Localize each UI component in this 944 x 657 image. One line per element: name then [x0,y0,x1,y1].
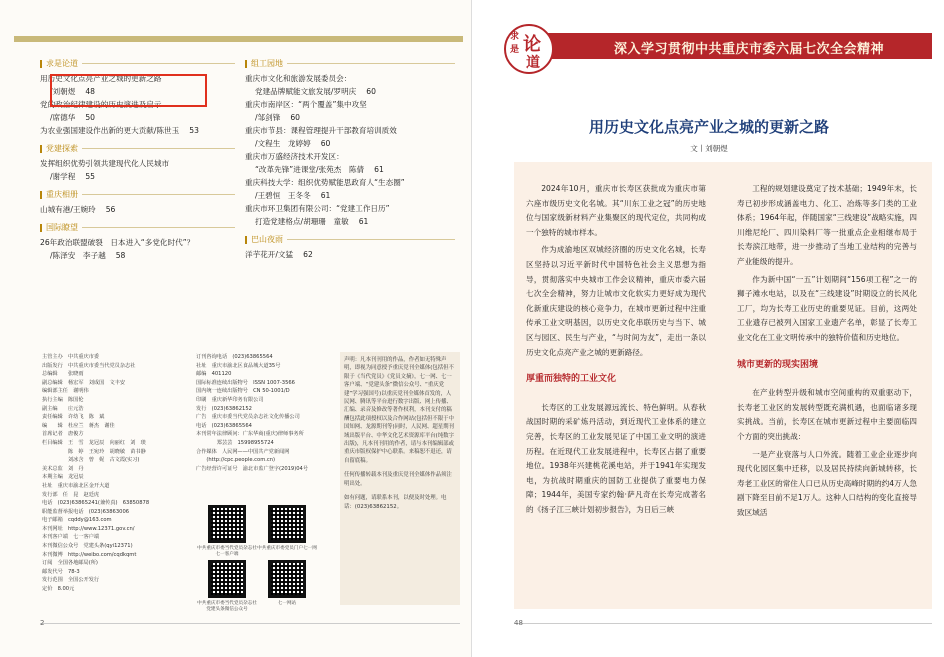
imprint-left [42,353,192,594]
article-subheading: 厚重而独特的工业文化 [526,374,617,385]
banner-title: 深入学习贯彻中共重庆市委六届七次全会精神 [614,42,885,57]
toc-entry-author: /谢学程 [50,172,76,181]
imprint-row: 编辑部主任 谢明伟 [42,388,89,395]
article-paragraph: 长寿区的工业发展源远流长、特色鲜明。从春秋战国时期的采矿炼丹活动，到近现代工业体系的建立完善，长寿区的工业发展见证了中国工业文明的演进历程。在近现代工业发展进程中，长寿区占据了重要地位。1938年兴建桃花溪电站，并于1941年实现发电，为抗战时期重庆的国防工业提供了重要电力保障；1944年，美国专家约翰·萨凡奇在长寿完成著名的《扬子江三峡计划初步报告》，为日后三峡 [526,402,706,514]
toc-entry [245,176,455,202]
toc-entry [245,202,455,228]
toc-entry-author-line [245,163,455,176]
toc-entry-author: /席德华 [50,113,76,122]
toc-entry-author: 打造党建格点/胡珊珊 童敏 [255,217,349,226]
logo-char: 论 [523,34,541,55]
section-rule [82,148,235,149]
toc-entry-author-line [40,111,235,124]
toc-entry-title: 26年政治联盟破裂 日本进入“多党化时代”？ [40,238,195,247]
toc-entry [40,203,235,216]
toc-entry-author: 党建品牌赋能文旅发展/罗明庆 [255,87,357,96]
imprint-row: 本刊常年法律顾问：广东华商(重庆)律师事务所 [196,431,304,438]
qr-code-icon [208,560,246,598]
section-marker [40,145,42,153]
toc-entry [245,150,455,176]
imprint-row: 责任编辑 许幼飞 陈 斌 [42,414,105,421]
toc-section-title [245,234,455,245]
toc-entry [245,124,455,150]
imprint-row: 本刊微信公众号 党建头条(qyi12371) [42,543,133,550]
toc-entry-title: 重庆市环卫集团有限公司：“党建工作日历” [245,204,390,213]
imprint-row: 国内统一连续出版物号 CN 50-1001/D [196,388,290,395]
section-marker [40,224,42,232]
toc-entry [245,72,455,98]
imprint-row: 首席记者 唐俊方 [42,431,84,438]
toc-section-title [40,222,235,233]
section-label: 重庆相册 [46,190,78,199]
toc-entry-author-line [40,170,235,183]
toc-entry-page: 58 [115,251,126,260]
qr-code-icon [268,505,306,543]
logo-char: 道 [526,55,540,71]
imprint-row: 副主编 庄元浩 [42,405,84,412]
imprint-row: 编 辑 杜应兰 蒋杰 谢佳 [42,422,115,429]
toc-entry-page: 62 [303,250,313,259]
section-label: 巴山夜雨 [251,235,283,244]
imprint-row: 发行范围 全国公开发行 [42,577,100,584]
section-rule [82,63,235,64]
article-paragraph: 作为成渝地区双城经济圈的历史文化名城，长寿区坚持以习近平新时代中国特色社会主义思想为指导，贯彻落实中央城市工作会议精神，重庆市委六届七次全会精神，努力让城市文化软实力更好成为现代化新重庆建设的核心竞争力，在城市更新过程中注重传承工业文明基因，以历史文化串联历史与当下、城区与园区、民生与产业，“与时间为友”，走出一条以历史文化点亮产业之城的更新路径。 [526,245,706,357]
qr-caption: 中共重庆市委当代党员杂志社七一客户端 [197,546,257,557]
toc-entry [40,157,235,183]
toc-entry-author: /刘朝煜 [50,87,76,96]
section-marker [40,191,42,199]
imprint-row: 印刷 重庆新华印务有限公司 [196,396,264,403]
article-paragraph: 一是产业衰落与人口外流。随着工业企业逐步向现代化园区集中迁移，以及居民持续向新城转移，长寿老工业区的常住人口已从历史高峰时期的约4万人急剧下降至目前不足1万人。这种人口结构的变化直接导致区域活 [737,449,917,517]
toc-entry-page: 60 [366,87,376,96]
section-label: 组工园地 [251,59,283,68]
imprint-row: 刘冰含 曾 妮 古文霞(实习) [42,457,140,464]
toc-entry-title: 发挥组织优势引领共建现代化人民城市 [40,159,170,168]
imprint-row: 本刊微博 http://weibo.com/cqdkqmt [42,551,137,558]
imprint-row: 电话 (023)63865564 [196,422,252,429]
toc-entry-title: 用历史文化点亮产业之城的更新之路 [40,74,162,83]
toc-entry-title: 重庆市文化和旅游发展委员会： [245,74,352,83]
imprint-row: 邮发代号 78-3 [42,568,80,575]
article-paragraph: 工程的规划建设奠定了技术基础；1949年末，长寿已初步形成涵盖电力、化工、冶炼等多门类的工业体系；1964年起，伴随国家“三线建设”战略实施，四川维尼纶厂、四川染料厂等一批重点企业相继布局于长寿滨江地带，进一步推动了当地工业结构的完善与产业能级的提升。 [737,184,917,266]
column-banner [514,33,932,59]
imprint-row: 电话 (023)63865241(兼传真) 63850878 [42,500,150,507]
article-column-left [526,182,706,520]
toc-entry-page: 61 [320,191,331,200]
toc-entry [40,124,235,137]
qr-caption: 中共重庆市委党员门户七一网 [257,546,317,551]
right-page [474,0,944,657]
section-label: 求是论道 [46,59,78,68]
imprint-row: 总编辑 张晓雨 [42,371,84,378]
toc-entry [245,248,455,261]
qr-caption: 七一网站 [277,601,297,606]
header-bar [14,36,463,42]
toc-entry-page: 55 [85,172,96,181]
section-label: 党建探索 [46,144,78,153]
toc-entry-title: 重庆市南岸区：“两个覆盖”集中攻坚 [245,100,367,109]
toc-entry-author: /文程生 龙婷婷 [255,139,311,148]
section-marker [245,236,247,244]
imprint-row: 定价 8.00元 [42,586,75,593]
section-rule [287,63,455,64]
imprint-row: 副总编辑 杨宏军 刘成国 文丰安 [42,379,126,386]
notice-text-3: 如有问题，请联系本刊，以便及时处理。电话：(023)63862152。 [344,495,447,510]
footer-rule [514,623,932,624]
toc-entry-author-line [245,85,455,98]
article-byline: 文丨刘朝煜 [690,144,728,153]
toc-entry-author-line [245,137,455,150]
toc-entry-title: 重庆科技大学：组织优势赋能思政育人“生态圈” [245,178,405,187]
imprint-row: 栏目编辑 王 雪 龙冠辰 向丽红 刘 琰 [42,439,146,446]
toc-entry-author: /邹剑锋 [255,113,281,122]
section-label: 国际瞭望 [46,223,78,232]
toc-section-title [245,58,455,69]
toc-entry [245,98,455,124]
toc-entry-page: 61 [374,165,384,174]
imprint-row: 订刊咨询电话 (023)63865564 [196,354,273,360]
toc-column-right [245,52,455,261]
notice-text-2: 任何传播转载本刊及重庆党刊全媒体作品须注明出处。 [344,472,452,487]
imprint-row: 广告 重庆市委当代党员杂志社文化传播公司 [196,414,300,421]
imprint-row: 本刊网址 http://www.12371.gov.cn/ [42,525,135,532]
imprint-row: 邮编 401120 [196,371,232,378]
toc-entry-title: 重庆市节县：课程管理提升干部教育培训质效 [245,126,397,135]
logo-char: 是 [510,45,520,55]
copyright-notice [340,352,460,605]
imprint-row: 电子邮箱 cqddy@163.com [42,517,112,524]
qr-code-icon [208,505,246,543]
article-paragraph: 作为新中国“一五”计划期间“156项工程”之一的狮子滩水电站，以及在“三线建设”时期设立的长风化工厂，均为长寿工业历史的重要见证。目前，这两处工业遗存已被列入国家工业遗产名单，彰显了长寿工业文化在工业文明传承中的独特价值和历史地位。 [737,274,917,342]
toc-entry-page: 61 [358,217,369,226]
section-marker [40,60,42,68]
toc-entry-title: 重庆市万盛经济技术开发区： [245,152,344,161]
toc-section-title [40,143,235,154]
toc-entry-author: /王碧恒 王冬冬 [255,191,311,200]
toc-entry-page: 60 [290,113,301,122]
article-paragraph: 在产业转型升级和城市空间重构的双重驱动下，长寿老工业区的发展转型既充满机遇，也面临诸多现实挑战。当前，长寿区在城市更新过程中主要面临四个方面的突出挑战： [737,388,917,441]
qr-code-icon [268,560,306,598]
highlight-box [50,74,207,107]
article-paragraph: 2024年10月，重庆市长寿区获批成为重庆市第六座市级历史文化名城。其“川东工业之冠”的历史地位与国家级新材料产业集聚区的现代定位，共同构成一个独特的城市样本。 [526,184,706,237]
page-number: 48 [514,619,523,627]
toc-section-title [40,58,235,69]
imprint-right [196,353,336,473]
imprint-row: 本刊客户端 七一客户端 [42,534,100,541]
imprint-row: (http://cpc.people.com.cn) [196,457,276,464]
imprint-row: 发行 (023)63862152 [196,405,252,412]
toc-entry-author: “改革先锋”进课堂/张苑杰 陈倩 [255,165,365,174]
imprint-row: 本期主编 龙冠辰 [42,474,84,481]
footer-rule [40,623,460,624]
imprint-row: 陈 婷 王宛玲 胡晓敏 苗书静 [42,448,146,455]
article-subheading: 城市更新的现实困境 [737,359,819,370]
section-rule [82,227,235,228]
toc-entry-title: 洋芋花开/文猛 [245,250,294,259]
imprint-row: 广告经营许可证号 渝北市监广登字(2019)04号 [196,465,309,472]
imprint-row: 社址 重庆市渝北区食品城大道35号 [196,362,281,369]
imprint-row: 执行主编 陈国伦 [42,396,84,403]
imprint-row: 郑芸芸 15998955724 [196,439,274,446]
imprint-row: 职能监督举报电话 (023)63863006 [42,508,130,515]
toc-entry-author-line [245,215,455,228]
imprint-row: 主管主办 中共重庆市委 [42,354,100,360]
article-title: 用历史文化点亮产业之城的更新之路 [588,118,829,136]
toc-entry-page: 48 [85,87,96,96]
imprint-row: 订阅 全国各地邮局(所) [42,560,98,567]
toc-entry-author: /陈泽安 李子越 [50,251,106,260]
imprint-row: 社址 重庆市渝北区金开大道 [42,482,110,489]
logo-char: 求 [510,32,520,42]
imprint-row: 合作媒体 人民网——中国共产党新闻网 [196,448,290,455]
toc-entry-page: 56 [105,205,116,214]
imprint-row: 出版发行 中共重庆市委当代党员杂志社 [42,362,136,369]
notice-text: 声明：凡本刊刊用的作品，作者如无特殊声明，即视为同意授予重庆党刊全媒体(包括但不限于《当代党员》《党员文摘》，七一网、七一客户端、“党建头条”微信公众号、“重庆党建”学习强国号)以重庆党刊全媒体首发的，人民网、腾讯等平台进行数字出版、网上传播、汇编、录音及修改等著作权利，本刊支付的稿酬包括此项授权以及合作网站(包括但不限于中国知网、龙源期刊等)同时，人民网、超星期刊域出版平台、中华文化艺术资源库平台(纯数字出版)，凡本刊刊用的作者，请与本刊编辑部或重庆市版权保护中心联系。来稿恕不退还，请自留底稿。 [344,357,454,464]
toc-entry-author-line [40,249,235,262]
toc-entry-title: 为农业强国建设作出新的更大贡献/陈世玉 [40,126,180,135]
section-marker [245,60,247,68]
imprint-row: 国际标准连续出版物号 ISSN 1007-3566 [196,379,295,386]
toc-entry-title: 党的政治纪律建设的历史演进及启示 [40,100,162,109]
toc-entry-author-line [245,111,455,124]
section-rule [287,239,455,240]
imprint-row: 美术总监 刘 丹 [42,465,84,472]
toc-entry-page: 50 [85,113,96,122]
section-rule [82,194,235,195]
column-logo [504,24,554,74]
page-number: 2 [40,619,45,627]
toc-entry-title: 山城有港/王婉玲 [40,205,96,214]
toc-entry-page: 53 [189,126,199,135]
article-column-right [737,182,917,523]
qr-caption: 中共重庆市委当代党员杂志社党建头条微信公众号 [197,601,257,612]
toc-entry-page: 60 [320,139,331,148]
imprint-row: 发行部 任 昆 赵廷虎 [42,491,100,498]
toc-section-title [40,189,235,200]
toc-entry [40,236,235,262]
toc-entry-author-line [245,189,455,202]
